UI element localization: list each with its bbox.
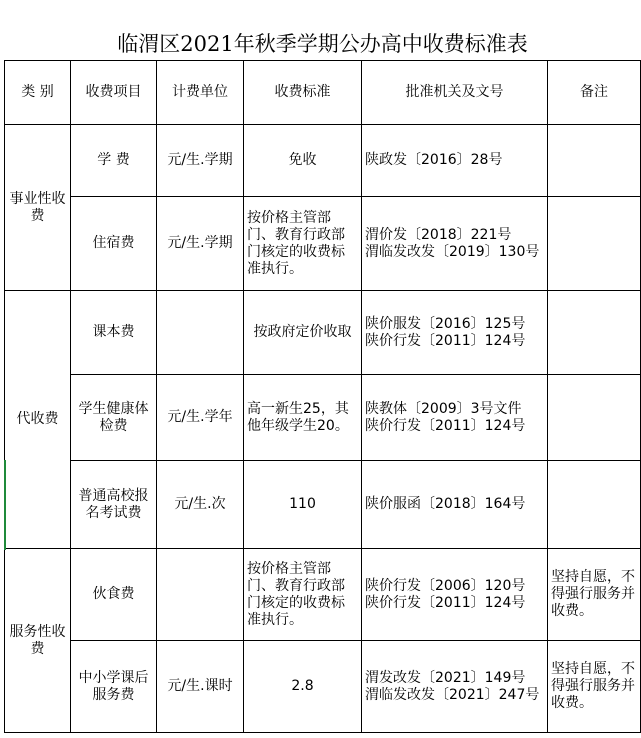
header-standard: 收费标准 <box>244 61 362 125</box>
unit-cell <box>157 549 244 641</box>
unit-cell: 元/生.学期 <box>157 125 244 197</box>
note-cell <box>548 197 641 291</box>
standard-cell: 110 <box>244 461 362 549</box>
approval-cell: 渭发改发〔2021〕149号 渭临发改发〔2021〕247号 <box>362 641 548 733</box>
category-cell: 事业性收费 <box>5 125 71 291</box>
approval-cell: 陕价服发〔2016〕125号 陕价行发〔2011〕124号 <box>362 291 548 375</box>
header-category: 类 别 <box>5 61 71 125</box>
unit-cell: 元/生.课时 <box>157 641 244 733</box>
item-cell: 学 费 <box>71 125 157 197</box>
header-note: 备注 <box>548 61 641 125</box>
page-title: 临渭区2021年秋季学期公办高中收费标准表 <box>117 32 528 56</box>
category-cell: 服务性收费 <box>5 549 71 733</box>
approval-cell: 陕政发〔2016〕28号 <box>362 125 548 197</box>
note-cell: 坚持自愿，不得强行服务并收费。 <box>548 549 641 641</box>
note-cell <box>548 461 641 549</box>
item-cell: 课本费 <box>71 291 157 375</box>
note-cell <box>548 125 641 197</box>
table-row <box>5 549 641 641</box>
unit-cell <box>157 291 244 375</box>
standard-cell: 高一新生25，其他年级学生20。 <box>244 375 362 461</box>
category-cell: 代收费 <box>5 291 71 549</box>
unit-cell: 元/生.学年 <box>157 375 244 461</box>
approval-cell: 渭价发〔2018〕221号 渭临发改发〔2019〕130号 <box>362 197 548 291</box>
standard-cell: 免收 <box>244 125 362 197</box>
fee-sheet <box>4 0 641 738</box>
standard-cell: 按价格主管部门、教育行政部门核定的收费标准执行。 <box>244 197 362 291</box>
fee-table <box>4 60 641 733</box>
item-cell: 普通高校报名考试费 <box>71 461 157 549</box>
note-cell <box>548 291 641 375</box>
table-row <box>5 461 641 549</box>
standard-cell: 按价格主管部门、教育行政部门核定的收费标准执行。 <box>244 549 362 641</box>
header-item: 收费项目 <box>71 61 157 125</box>
table-row <box>5 125 641 197</box>
approval-cell: 陕价行发〔2006〕120号 陕价行发〔2011〕124号 <box>362 549 548 641</box>
header-unit: 计费单位 <box>157 61 244 125</box>
approval-cell: 陕教体〔2009〕3号文件 陕价行发〔2011〕124号 <box>362 375 548 461</box>
item-cell: 学生健康体检费 <box>71 375 157 461</box>
standard-cell: 按政府定价收取 <box>244 291 362 375</box>
header-approval: 批准机关及文号 <box>362 61 548 125</box>
unit-cell: 元/生.次 <box>157 461 244 549</box>
cell-selection-marker <box>4 460 6 550</box>
table-row <box>5 375 641 461</box>
table-row <box>5 641 641 733</box>
header-row <box>5 61 641 125</box>
table-row <box>5 197 641 291</box>
item-cell: 伙食费 <box>71 549 157 641</box>
note-cell <box>548 375 641 461</box>
table-row <box>5 291 641 375</box>
item-cell: 中小学课后服务费 <box>71 641 157 733</box>
unit-cell: 元/生.学期 <box>157 197 244 291</box>
item-cell: 住宿费 <box>71 197 157 291</box>
approval-cell: 陕价服函〔2018〕164号 <box>362 461 548 549</box>
standard-cell: 2.8 <box>244 641 362 733</box>
note-cell: 坚持自愿，不得强行服务并收费。 <box>548 641 641 733</box>
